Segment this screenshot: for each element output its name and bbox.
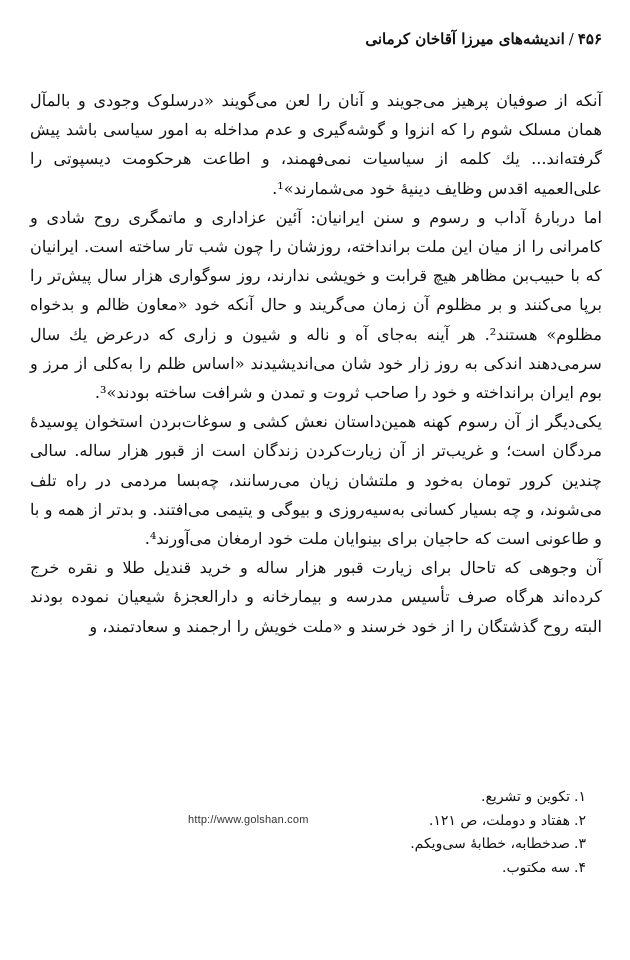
running-header — [42, 30, 602, 48]
paragraph-1: آنکه از صوفیان پرهیز می‌جویند و آنان را لعن می‌گویند «درسلوک وجودی و بالمآل همان مسلک شوم را که انزوا و گوشه‌گیری و عدم مداخله به امور سیاسی باشد پیش گرفته‌اند... یك کلمه از سیاسیات نمی‌فهمند، و اطاعت هرحکومت دیسپوتی را علی‌العمیه اقدس وظایف دینیهٔ خود می‌شمارند»¹. — [30, 91, 602, 198]
paragraph-2: اما دربارهٔ آداب و رسوم و سنن ایرانیان: آئین عزاداری و ماتمگری روح شادی و کامرانی را از میان این ملت برانداخته، روزشان را چون شب تار ساخته است. ایرانیان که با حبیب‌بن مظاهر هیچ قرابت و خویشی ندارند، روز سوگواری هزار سال پیش‌تر را برپا می‌کنند و بر مظلوم آن زمان می‌گریند و حال آنکه خود «معاون ظالم و بدخواه مظلوم» هستند². هر آینه به‌جای آه و ناله و شیون و زاری که درعرض یك سال سرمی‌دهند اندکی به روز زار خود شان می‌اندیشیدند «اساس ظلم را به‌کلی از مرز و بوم ایران برانداخته و خود را صاحب ثروت و تمدن و شرافت ساخته بودند»³. — [30, 207, 602, 403]
footnote-1 — [346, 786, 586, 810]
footnote-text: صدخطابه، خطابهٔ سی‌ویکم. — [410, 836, 571, 852]
page-number: ۴۵۶ — [577, 30, 602, 48]
footnote-number: ۲. — [574, 812, 586, 829]
footnote-3 — [346, 833, 586, 857]
watermark-url: http://www.golshan.com — [188, 814, 309, 826]
footnote-number: ۴. — [574, 859, 586, 876]
footnote-number: ۳. — [574, 836, 586, 852]
footnotes — [346, 786, 586, 880]
header-separator: / — [568, 30, 574, 48]
footnote-text: سه مکتوب. — [502, 859, 571, 876]
footnote-2 — [346, 810, 586, 834]
body-text — [30, 86, 602, 641]
paragraph-4: آن وجوهی که تاحال برای زیارت قبور هزار ساله و خرید قندیل طلا و نقره خرج کرده‌اند هرگاه صرف تأسیس مدرسه و بیمارخانه و دارالعجزهٔ شیعیان نموده بودند البته روح گذشتگان را از خود خرسند و «ملت خویش را ارجمند و سعادتمند، و — [30, 558, 602, 636]
footnote-number: ۱. — [574, 789, 586, 805]
footnote-4 — [346, 857, 586, 881]
footnote-text: هفتاد و دوملت، ص ۱۲۱. — [428, 812, 571, 829]
footnote-text: تکوین و تشریع. — [481, 789, 571, 805]
paragraph-3: یکی‌دیگر از آن رسوم کهنه همین‌داستان نعش کشی و سوغات‌بردن استخوان پوسیدهٔ مردگان است؛ و غریب‌تر از آن زیارت‌کردن زندگان است از قبور هزار ساله. سالی چندین کرور تومان به‌خود و ملتشان زیان می‌رسانند، چه‌بسا مردمی در راه تلف می‌شوند، و چه بسیار کسانی به‌سیه‌روزی و بیوگی و یتیمی می‌افتند. و بدتر از همه و با و طاعونی است که حاجیان برای بینوایان ملت خود ارمغان می‌آورند⁴. — [30, 412, 602, 549]
book-title: اندیشه‌های میرزا آقاخان کرمانی — [365, 30, 565, 48]
